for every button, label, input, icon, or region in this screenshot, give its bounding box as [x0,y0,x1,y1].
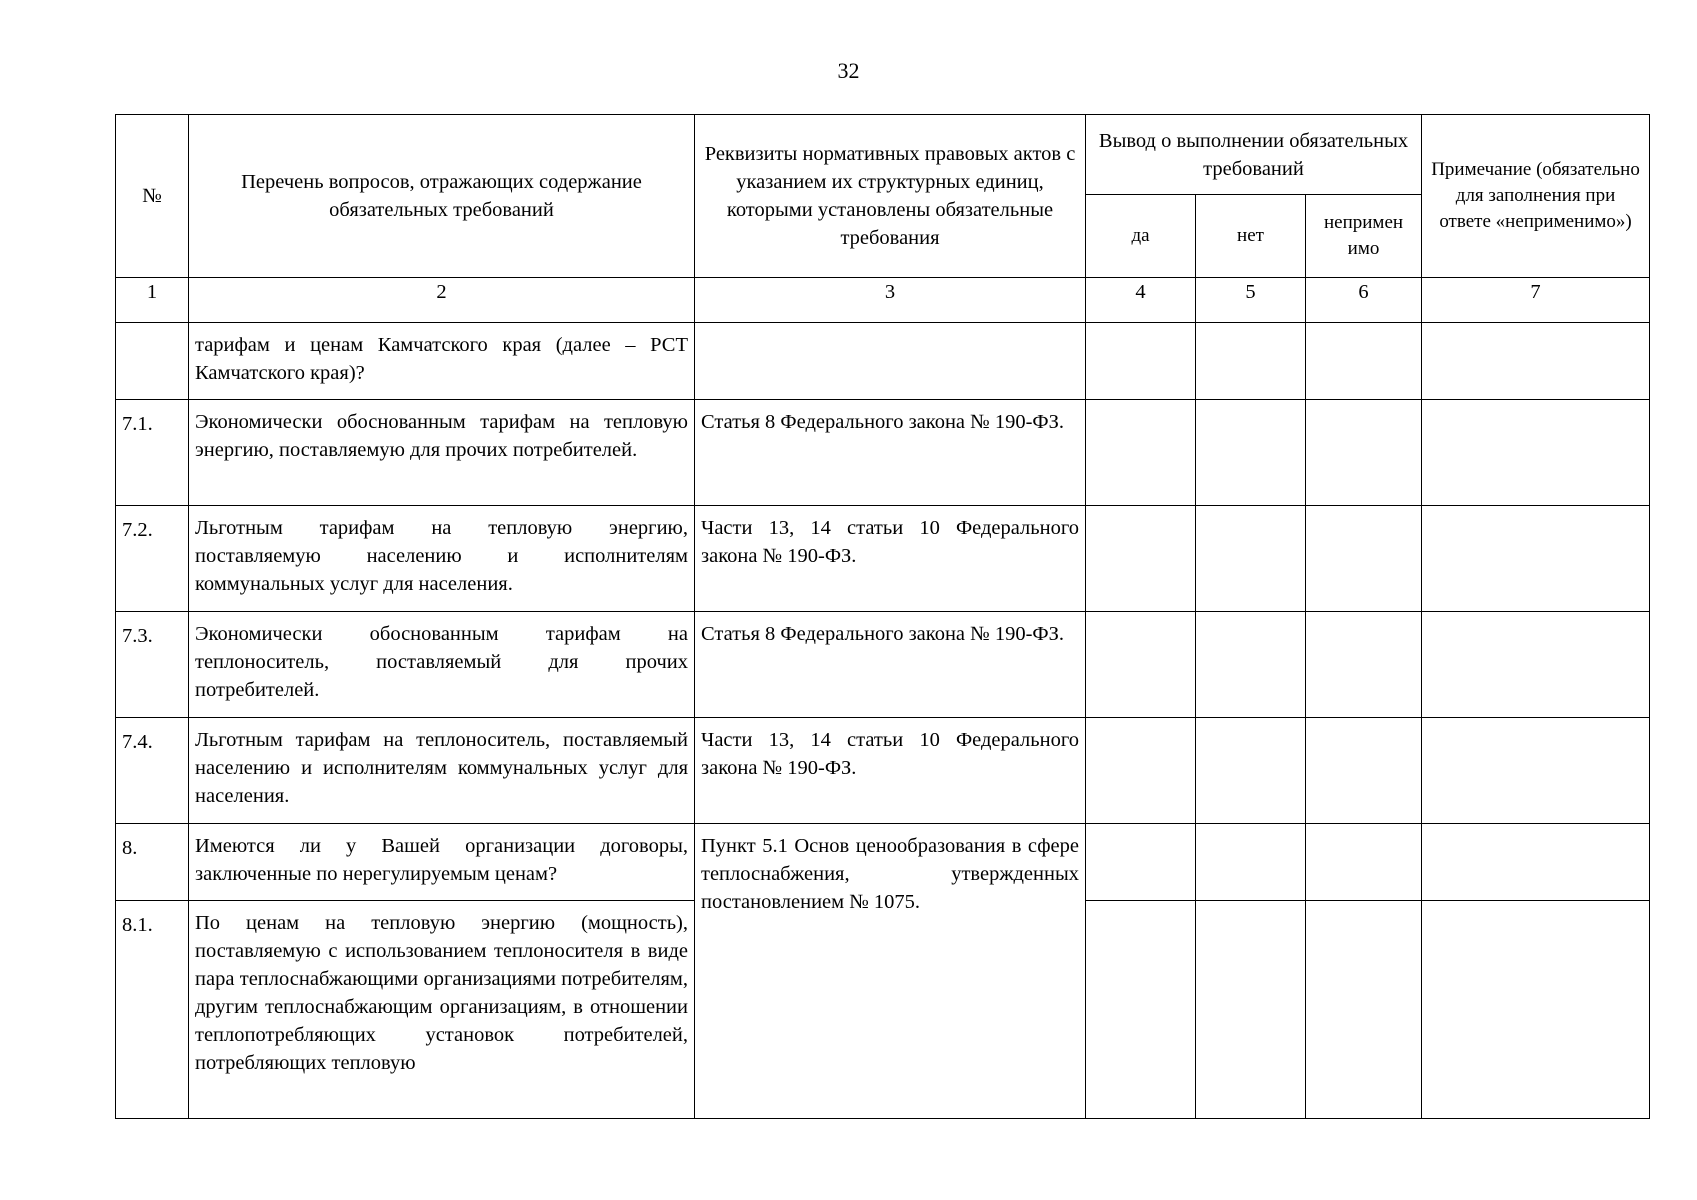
header-num: № [116,115,189,278]
table-row [116,506,1650,612]
answer-yes-cell[interactable] [1086,506,1196,612]
row-question: Льготным тарифам на теплоноситель, поставляемый населению и исполнителям коммунальных услуг для населения. [189,718,695,824]
header-note: Примечание (обязательно для заполнения при ответе «неприменимо») [1422,115,1650,278]
row-question: Экономически обоснованным тарифам на тепловую энергию, поставляемую для прочих потребителей. [189,400,695,506]
header-requisites: Реквизиты нормативных правовых актов с указанием их структурных единиц, которыми установлены обязательные требования [695,115,1086,278]
table-row [116,718,1650,824]
row-question: По ценам на тепловую энергию (мощность), поставляемую с использованием теплоносителя в виде пара теплоснабжающими организациями потребителям, другим теплоснабжающим организациям, в отношении теплопотребляющих установок потребителей, потребляющих тепловую [189,901,695,1119]
answer-no-cell[interactable] [1196,824,1306,901]
note-cell[interactable] [1422,612,1650,718]
note-cell[interactable] [1422,506,1650,612]
header-conclusion: Вывод о выполнении обязательных требований [1086,115,1422,195]
column-numbers-row [116,278,1650,323]
row-reference: Части 13, 14 статьи 10 Федерального закона № 190-ФЗ. [695,506,1086,612]
answer-no-cell[interactable] [1196,400,1306,506]
row-reference [695,323,1086,400]
answer-no-cell[interactable] [1196,718,1306,824]
answer-no-cell[interactable] [1196,506,1306,612]
answer-yes-cell[interactable] [1086,901,1196,1119]
answer-yes-cell[interactable] [1086,400,1196,506]
checklist-table [115,114,1650,1119]
row-reference: Пункт 5.1 Основ ценообразования в сфере теплоснабжения, утвержденных постановлением № 1075. [695,824,1086,1119]
answer-no-cell[interactable] [1196,323,1306,400]
header-no: нет [1196,195,1306,278]
answer-yes-cell[interactable] [1086,612,1196,718]
answer-na-cell[interactable] [1306,506,1422,612]
row-number: 7.3. [116,612,189,718]
header-yes: да [1086,195,1196,278]
row-question: тарифам и ценам Камчатского края (далее – РСТ Камчатского края)? [189,323,695,400]
row-question: Имеются ли у Вашей организации договоры, заключенные по нерегулируемым ценам? [189,824,695,901]
answer-na-cell[interactable] [1306,718,1422,824]
answer-yes-cell[interactable] [1086,824,1196,901]
note-cell[interactable] [1422,323,1650,400]
header-row-1 [116,115,1650,195]
page-number: 32 [837,58,860,83]
row-number: 8.1. [116,901,189,1119]
row-number: 8. [116,824,189,901]
table-row [116,400,1650,506]
column-number: 5 [1196,278,1306,323]
answer-no-cell[interactable] [1196,612,1306,718]
column-number: 7 [1422,278,1650,323]
note-cell[interactable] [1422,901,1650,1119]
note-cell[interactable] [1422,400,1650,506]
column-number: 4 [1086,278,1196,323]
note-cell[interactable] [1422,718,1650,824]
row-number: 7.4. [116,718,189,824]
column-number: 3 [695,278,1086,323]
note-cell[interactable] [1422,824,1650,901]
row-reference: Статья 8 Федерального закона № 190-ФЗ. [695,612,1086,718]
answer-na-cell[interactable] [1306,612,1422,718]
row-reference: Статья 8 Федерального закона № 190-ФЗ. [695,400,1086,506]
row-question: Экономически обоснованным тарифам на теплоноситель, поставляемый для прочих потребителей. [189,612,695,718]
row-number: 7.2. [116,506,189,612]
answer-yes-cell[interactable] [1086,718,1196,824]
table-row [116,824,1650,901]
row-question: Льготным тарифам на тепловую энергию, поставляемую населению и исполнителям коммунальных услуг для населения. [189,506,695,612]
table-row [116,323,1650,400]
answer-na-cell[interactable] [1306,323,1422,400]
answer-na-cell[interactable] [1306,400,1422,506]
header-not-applicable: непримен имо [1306,195,1422,278]
header-questions: Перечень вопросов, отражающих содержание обязательных требований [189,115,695,278]
column-number: 2 [189,278,695,323]
table-row [116,612,1650,718]
answer-na-cell[interactable] [1306,901,1422,1119]
answer-yes-cell[interactable] [1086,323,1196,400]
answer-na-cell[interactable] [1306,824,1422,901]
column-number: 6 [1306,278,1422,323]
column-number: 1 [116,278,189,323]
row-number: 7.1. [116,400,189,506]
row-reference: Части 13, 14 статьи 10 Федерального закона № 190-ФЗ. [695,718,1086,824]
answer-no-cell[interactable] [1196,901,1306,1119]
row-number [116,323,189,400]
